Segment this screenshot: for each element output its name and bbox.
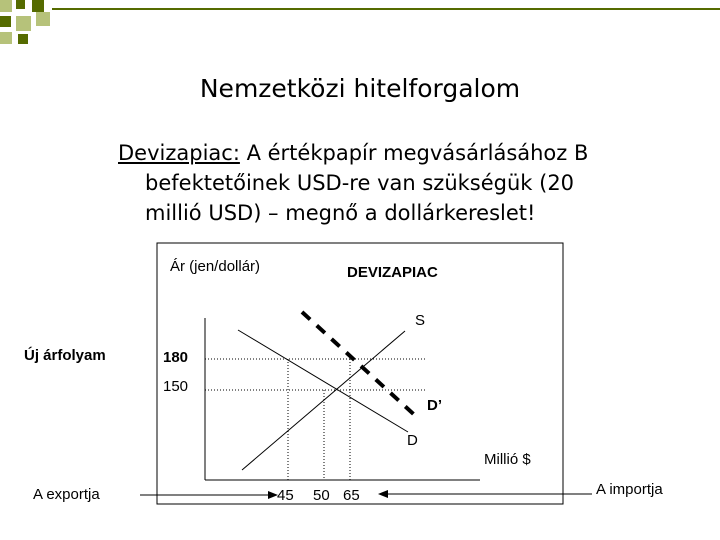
bullet-line-1-rest: A értékpapír megvásárlásához B xyxy=(239,141,589,165)
bullet-line-3: millió USD) – megnő a dollárkereslet! xyxy=(145,201,536,225)
import-arrowhead xyxy=(378,490,388,498)
import-label: A importja xyxy=(596,481,663,498)
export-label: A exportja xyxy=(33,486,100,503)
y-axis-label: Ár (jen/dollár) xyxy=(170,258,261,275)
y-tick-150: 150 xyxy=(163,378,189,395)
x-axis-label: Millió $ xyxy=(484,451,531,468)
new-demand-label: D’ xyxy=(427,397,442,414)
x-tick-65: 65 xyxy=(343,487,360,504)
demand-label: D xyxy=(407,432,418,449)
bullet-term: Devizapiac: xyxy=(118,141,240,165)
bullet-line-2: befektetőinek USD-re van szükségük (20 xyxy=(145,171,575,195)
x-tick-50: 50 xyxy=(313,487,330,504)
supply-label: S xyxy=(415,312,426,329)
slide-title: Nemzetközi hitelforgalom xyxy=(199,74,521,103)
demand-curve xyxy=(238,330,408,432)
new-rate-label: Új árfolyam xyxy=(24,347,106,364)
y-tick-180: 180 xyxy=(163,349,189,366)
supply-curve xyxy=(242,331,405,470)
x-tick-45: 45 xyxy=(277,487,294,504)
diagram-title: DEVIZAPIAC xyxy=(347,264,438,281)
